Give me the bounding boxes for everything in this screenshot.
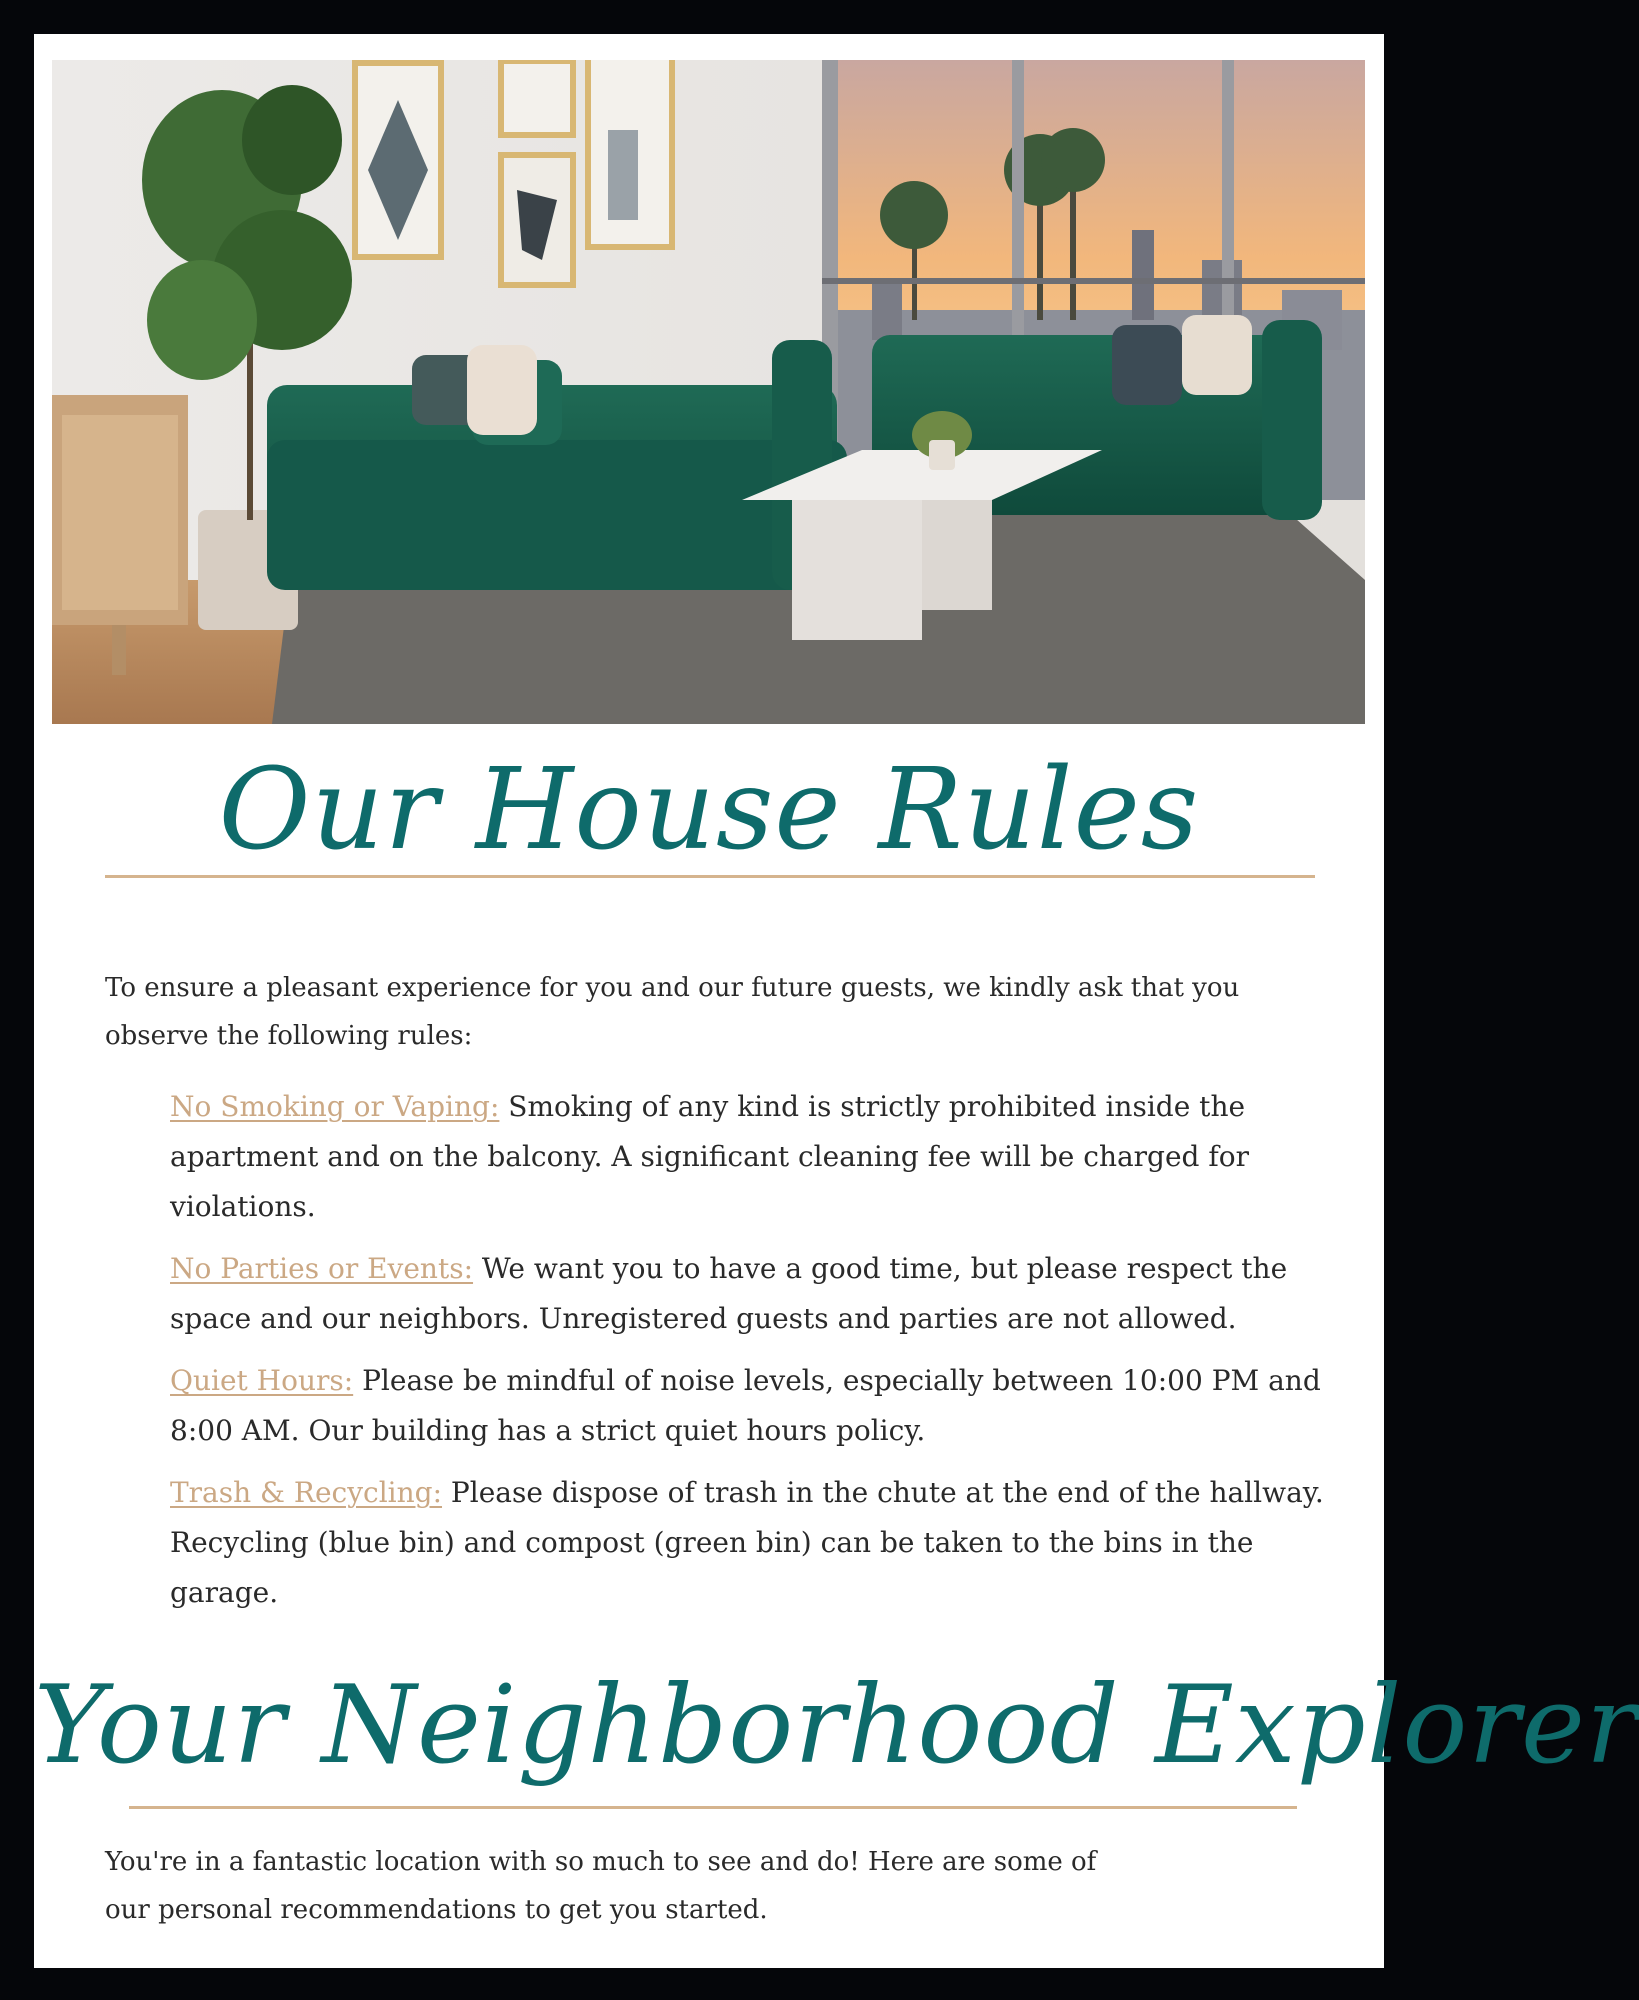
house-rules-title: Our House Rules <box>218 745 1200 875</box>
living-room-photo <box>52 60 1365 724</box>
rule-text: Please be mindful of noise levels, especially between 10:00 PM and 8:00 AM. Our building has a strict quiet hours policy. <box>170 1364 1321 1447</box>
title-underline <box>105 875 1315 878</box>
rule-text: Smoking of any kind is strictly prohibited inside the apartment and on the balcony. A significant cleaning fee will be charged for violations. <box>170 1090 1249 1223</box>
flyer-page <box>34 34 1639 1968</box>
neighborhood-title: Your Neighborhood Explorer <box>34 1663 1639 1788</box>
rule-item <box>170 1082 1330 1232</box>
rule-text: We want you to have a good time, but please respect the space and our neighbors. Unregistered guests and parties are not allowed. <box>170 1252 1288 1335</box>
rule-name: Trash & Recycling: <box>170 1476 443 1509</box>
rule-name: Quiet Hours: <box>170 1364 354 1397</box>
rule-name: No Parties or Events: <box>170 1252 474 1285</box>
rule-item <box>170 1244 1330 1344</box>
house-rules-intro: To ensure a pleasant experience for you and our future guests, we kindly ask that you observe the following rules: <box>105 973 1240 1051</box>
title-underline <box>129 1806 1297 1809</box>
rule-item <box>170 1468 1330 1618</box>
rule-name: No Smoking or Vaping: <box>170 1090 500 1123</box>
neighborhood-intro: You're in a fantastic location with so much to see and do! Here are some of our personal recommendations to get you started. <box>105 1847 1097 1925</box>
house-rules-list <box>170 1082 1330 1618</box>
rule-text: Please dispose of trash in the chute at the end of the hallway. Recycling (blue bin) and compost (green bin) can be taken to the bins in the garage. <box>170 1476 1324 1609</box>
rule-item <box>170 1356 1330 1456</box>
